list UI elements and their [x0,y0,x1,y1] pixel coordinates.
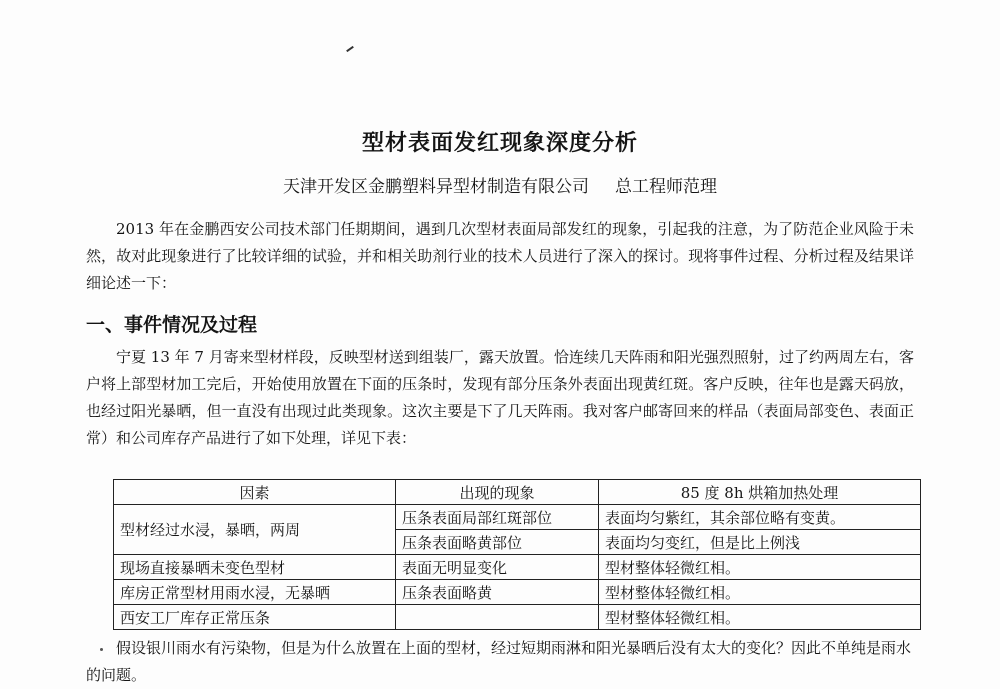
tail-paragraph [86,635,914,689]
table-cell: 型材整体轻微红相。 [599,580,921,605]
table-cell: 压条表面略黄 [396,580,599,605]
section-body [86,344,914,452]
table-cell: 型材整体轻微红相。 [599,605,921,630]
intro-paragraph [86,216,914,297]
table-cell: 表面无明显变化 [396,555,599,580]
table-cell: 表面均匀变红，但是比上例浅 [599,530,921,555]
table-cell: 压条表面略黄部位 [396,530,599,555]
header-factor: 因素 [114,480,396,505]
company-name: 天津开发区金鹏塑料异型材制造有限公司 [283,177,589,197]
section-body-text: 宁夏 13 年 7 月寄来型材样段，反映型材送到组装厂，露天放置。恰连续几天阵雨和阳光强烈照射，过了约两周左右，客户将上部型材加工完后，开始使用放置在下面的压条时，发现有部分压条外表面出现黄红斑。客户反映，往年也是露天码放，也经过阳光暴晒，但一直没有出现过此类现象。这次主要是下了几天阵雨。我对客户邮寄回来的样品（表面局部变色、表面正常）和公司库存产品进行了如下处理，详见下表： [86,348,914,447]
table-row [114,505,921,530]
section-heading: 一、事件情况及过程 [86,314,258,336]
table-row [114,555,921,580]
table-row [114,605,921,630]
results-table [113,479,921,630]
pen-mark [346,46,354,52]
document-title: 型材表面发红现象深度分析 [361,131,638,156]
table-cell: 型材整体轻微红相。 [599,555,921,580]
table-cell: 压条表面局部红斑部位 [396,505,599,530]
intro-text: 2013 年在金鹏西安公司技术部门任期期间，遇到几次型材表面局部发红的现象，引起我的注意，为了防范企业风险于未然，故对此现象进行了比较详细的试验，并和相关助剂行业的技术人员进行了深入的探讨。现将事件过程、分析过程及结果详细论述一下： [86,220,914,292]
table-cell: 西安工厂库存正常压条 [114,605,396,630]
tail-text: 假设银川雨水有污染物，但是为什么放置在上面的型材，经过短期雨淋和阳光暴晒后没有太大的变化？因此不单纯是雨水的问题。 [86,639,912,684]
table-cell [396,605,599,630]
table-cell: 现场直接暴晒未变色型材 [114,555,396,580]
table-cell: 表面均匀紫红，其余部位略有变黄。 [599,505,921,530]
table-cell: 库房正常型材用雨水浸，无暴晒 [114,580,396,605]
table-cell: 型材经过水浸，暴晒，两周 [114,505,396,555]
byline [0,172,1000,197]
author-role: 总工程师范理 [615,177,717,197]
header-result: 85 度 8h 烘箱加热处理 [599,480,921,505]
header-phenomenon: 出现的现象 [396,480,599,505]
table-header-row [114,480,921,505]
table-row [114,580,921,605]
